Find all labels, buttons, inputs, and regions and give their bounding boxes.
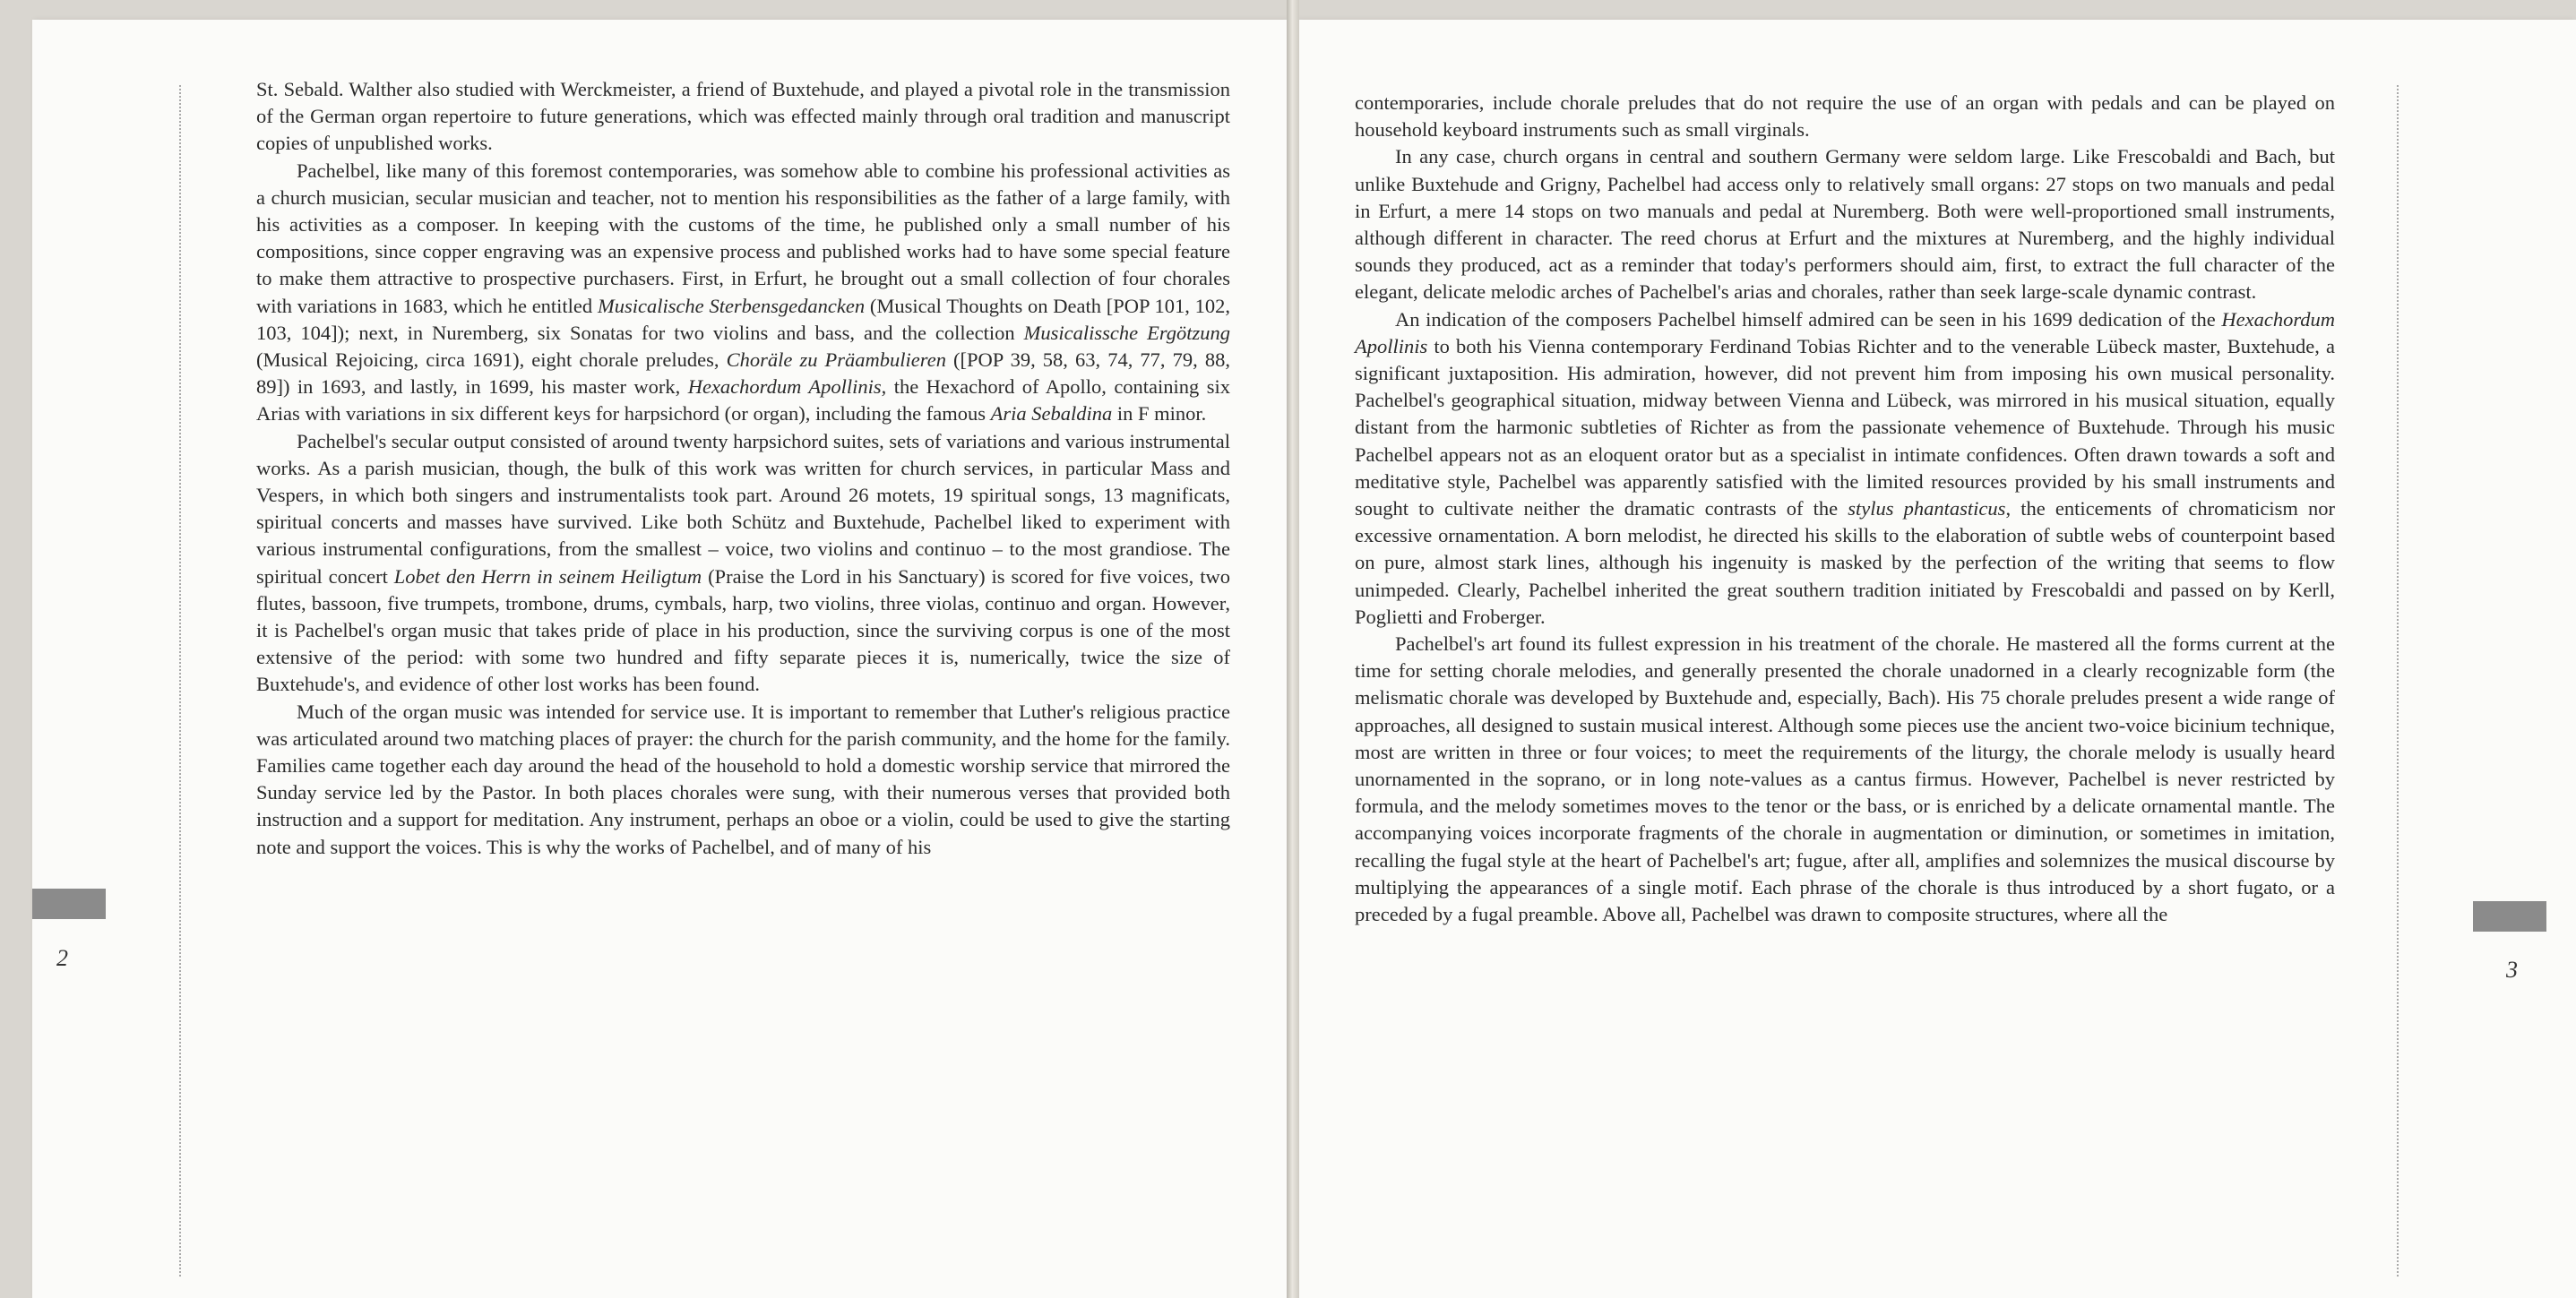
text-run: (Musical Thoughts on Death [POP 101, 102, 103, 104]); next, in Nuremberg, six Sonatas for two violins and bass, and the collection <box>256 294 1230 344</box>
paragraph <box>256 428 1230 699</box>
paragraph <box>1355 90 2335 143</box>
text-run: St. Sebald. Walther also studied with Werckmeister, a friend of Buxtehude, and played a pivotal role in the transmission of the German organ repertoire to future generations, which was effected mainly through oral tradition and manuscript copies of unpublished works. <box>256 78 1230 155</box>
book-gutter <box>1287 0 1299 1298</box>
paragraph <box>256 699 1230 861</box>
right-text-column <box>1355 90 2335 928</box>
text-run: (Praise the Lord in his Sanctuary) is scored for five voices, two flutes, bassoon, five trumpets, trombone, drums, cymbals, harp, two violins, three violas, continuo and organ. However, it is Pachelbel's organ music that takes pride of place in his production, since the surviving corpus is one of the most extensive of the period: with some two hundred and fifty separate pieces it is, numerically, twice the size of Buxtehude's, and evidence of other lost works has been found. <box>256 564 1230 696</box>
italic-title: Choräle zu Präambulieren <box>726 348 946 372</box>
left-text-column <box>256 76 1230 861</box>
right-page-number: 3 <box>2506 957 2518 983</box>
text-run: An indication of the composers Pachelbel himself admired can be seen in his 1699 dedication of the <box>1395 307 2222 331</box>
text-run: in F minor. <box>1112 402 1207 426</box>
left-margin-guide <box>179 85 181 1277</box>
text-run: , the Hexachord of Apollo, containing six Arias with variations in six different keys for harpsichord (or organ), including the famous <box>256 375 1230 426</box>
paragraph <box>1355 631 2335 928</box>
text-run: Pachelbel's art found its fullest expression in his treatment of the chorale. He mastered all the forms current at the time for setting chorale melodies, and generally presented the chorale unadorned in a clearly recognizable form (the melismatic chorale was developed by Buxtehude and, especially, Bach). His 75 chorale preludes present a wide range of approaches, all designed to sustain musical interest. Although some pieces use the ancient two-voice bicinium technique, most are written in three or four voices; to meet the requirements of the liturgy, the chorale melody is usually heard unornamented in the soprano, or in long note-values as a cantus firmus. However, Pachelbel is never restricted by formula, and the melody sometimes moves to the tenor or the bass, or is enriched by a delicate ornamental mantle. The accompanying voices incorporate fragments of the chorale in augmentation or diminution, or sometimes in imitation, recalling the fugal style at the heart of Pachelbel's art; fugue, after all, amplifies and solemnizes the musical discourse by multiplying the appearances of a single motif. Each phrase of the chorale is thus introduced by a short fugato, or a preceded by a fugal preamble. Above all, Pachelbel was drawn to composite structures, where all the <box>1355 632 2335 926</box>
paragraph <box>1355 143 2335 305</box>
italic-title: stylus phantasticus <box>1848 497 2006 520</box>
italic-title: Hexachordum Apollinis <box>1355 307 2335 357</box>
text-run: In any case, church organs in central and southern Germany were seldom large. Like Frescobaldi and Bach, but unlike Buxtehude and Grigny, Pachelbel had access only to relatively small organs: 27 stops on two manuals and pedal in Erfurt, a mere 14 stops on two manuals and pedal at Nuremberg. Both were well-proportioned small instruments, although different in character. The reed chorus at Erfurt and the mixtures at Nuremberg, and the highly individual sounds they produced, act as a reminder that today's performers should aim, first, to extract the full character of the elegant, delicate melodic arches of Pachelbel's arias and chorales, rather than seek large-scale dynamic contrast. <box>1355 145 2335 304</box>
text-run: Much of the organ music was intended for service use. It is important to remember that Luther's religious practice was articulated around two matching places of prayer: the church for the parish community, and the home for the family. Families came together each day around the head of the household to hold a domestic worship service that mirrored the Sunday service led by the Pastor. In both places chorales were sung, with their numerous verses that provided both instruction and a support for meditation. Any instrument, perhaps an oboe or a violin, could be used to give the starting note and support the voices. This is why the works of Pachelbel, and of many of his <box>256 700 1230 858</box>
italic-title: Hexachordum Apollinis <box>687 375 882 399</box>
left-page-number: 2 <box>56 945 68 971</box>
right-thumb-tab <box>2473 901 2546 932</box>
italic-title: Aria Sebaldina <box>990 402 1113 426</box>
text-run: to both his Vienna contemporary Ferdinand Tobias Richter and to the venerable Lübeck master, Buxtehude, a significant juxtaposition. His admiration, however, did not prevent him from imposing his own musical personality. Pachelbel's geographical situation, midway between Vienna and Lübeck, was mirrored in his musical situation, equally distant from the harmonic subtleties of Richter as from the passionate vehemence of Buxtehude. Through his music Pachelbel appears not as an eloquent orator but as a specialist in intimate confidences. Often drawn towards a soft and meditative style, Pachelbel was apparently satisfied with the limited resources provided by his small instruments and sought to cultivate neither the dramatic contrasts of the <box>1355 334 2335 520</box>
italic-title: Musicalissche Ergötzung <box>1023 321 1230 344</box>
paragraph <box>256 76 1230 158</box>
paragraph <box>1355 306 2335 631</box>
italic-title: Musicalische Sterbensgedancken <box>597 294 866 317</box>
text-run: , the enticements of chromaticism nor excessive ornamentation. A born melodist, he directed his skills to the elaboration of subtle webs of counterpoint based on pure, almost stark lines, although his ingenuity is masked by the perfection of the writing that seems to flow unimpeded. Clearly, Pachelbel inherited the great southern tradition initiated by Frescobaldi and passed on by Kerll, Poglietti and Froberger. <box>1355 497 2335 628</box>
paragraph <box>256 158 1230 428</box>
text-run: ([POP 39, 58, 63, 74, 77, 79, 88, 89]) in 1693, and lastly, in 1699, his master work, <box>256 348 1230 399</box>
left-thumb-tab <box>32 889 106 919</box>
text-run: Pachelbel, like many of this foremost contemporaries, was somehow able to combine his professional activities as a church musician, secular musician and teacher, not to mention his responsibilities as the father of a large family, with his activities as a composer. In keeping with the customs of the time, he published only a small number of his compositions, since copper engraving was an expensive process and published works had to have some special feature to make them attractive to prospective purchasers. First, in Erfurt, he brought out a small collection of four chorales with variations in 1683, which he entitled <box>256 159 1230 317</box>
text-run: Pachelbel's secular output consisted of around twenty harpsichord suites, sets of variations and various instrumental works. As a parish musician, though, the bulk of this work was written for church services, in particular Mass and Vespers, in which both singers and instrumentalists took part. Around 26 motets, 19 spiritual songs, 13 magnificats, spiritual concerts and masses have survived. Like both Schütz and Buxtehude, Pachelbel liked to experiment with various instrumental configurations, from the smallest – voice, two violins and continuo – to the most grandiose. The spiritual concert <box>256 429 1230 588</box>
italic-title: Lobet den Herrn in seinem Heiligtum <box>393 564 702 588</box>
text-run: contemporaries, include chorale preludes that do not require the use of an organ with pedals and can be played on household keyboard instruments such as small virginals. <box>1355 91 2335 142</box>
text-run: (Musical Rejoicing, circa 1691), eight chorale preludes, <box>256 348 727 372</box>
right-margin-guide <box>2397 85 2399 1277</box>
